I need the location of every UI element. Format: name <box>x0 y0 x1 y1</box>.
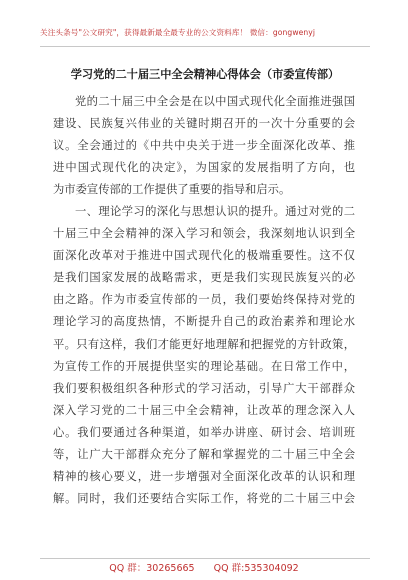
paragraph-1-line-3: 议。全会通过的《中共中央关于进一步全面深化改革、推 <box>53 139 355 153</box>
paragraph-1-line-1: 党的二十届三中全会是在以中国式现代化全面推进强国 <box>75 95 355 108</box>
paragraph-2-line-7: 平。只有这样，我们才能更好地理解和把握党的方针政策， <box>53 337 355 351</box>
header-divider <box>40 46 370 47</box>
paragraph-2-line-12: 等，让广大干部群众充分了解和掌握党的二十届三中全会 <box>53 447 355 461</box>
footer-divider <box>40 558 370 559</box>
paragraph-2-line-8: 为宣传工作的开展提供坚实的理论基础。在日常工作中， <box>53 359 355 373</box>
footer-qq-group-1: QQ 群：30265665 <box>109 563 195 574</box>
paragraph-1-line-5: 为市委宣传部的工作提供了重要的指导和启示。 <box>53 183 291 197</box>
paragraph-2-line-1: 一、理论学习的深化与思想认识的提升。通过对党的二 <box>75 205 355 219</box>
paragraph-1-line-4: 进中国式现代化的决定》，为国家的发展指明了方向，也 <box>53 161 355 175</box>
paragraph-2-line-14: 解。同时，我们还要结合实际工作，将党的二十届三中会 <box>53 491 355 505</box>
paragraph-2-line-10: 深入学习党的二十届三中全会精神，让改革的理念深入人 <box>53 403 355 417</box>
paragraph-2-line-9: 我们要积极组织各种形式的学习活动，引导广大干部群众 <box>53 381 355 395</box>
document-body <box>53 91 355 510</box>
header-banner: 关注头条号"公文研究"，获得最新最全最专业的公文资料库！ 微信：gongwenyj <box>40 28 316 37</box>
paragraph-2-line-3: 面深化改革对于推进中国式现代化的极端重要性。这不仅 <box>53 249 355 263</box>
paragraph-2-line-11: 心。我们要通过各种渠道，如举办讲座、研讨会、培训班 <box>53 425 355 439</box>
paragraph-1-line-2: 建设、民族复兴伟业的关键时期召开的一次十分重要的会 <box>53 117 355 131</box>
document-title: 学习党的二十届三中全会精神心得体会（市委宣传部） <box>70 68 340 81</box>
paragraph-2-line-2: 十届三中全会精神的深入学习和领会，我深刻地认识到全 <box>53 227 355 241</box>
paragraph-2-line-6: 理论学习的高度热情，不断提升自己的政治素养和理论水 <box>53 315 355 329</box>
paragraph-2-line-4: 是我们国家发展的战略需求，更是我们实现民族复兴的必 <box>53 271 355 285</box>
paragraph-2-line-5: 由之路。作为市委宣传部的一员，我们要始终保持对党的 <box>53 293 355 307</box>
footer-qq-group-2: QQ 群:535304092 <box>213 563 299 574</box>
paragraph-2-line-13: 精神的核心要义，进一步增强对全面深化改革的认识和理 <box>53 469 355 483</box>
footer <box>0 560 408 574</box>
